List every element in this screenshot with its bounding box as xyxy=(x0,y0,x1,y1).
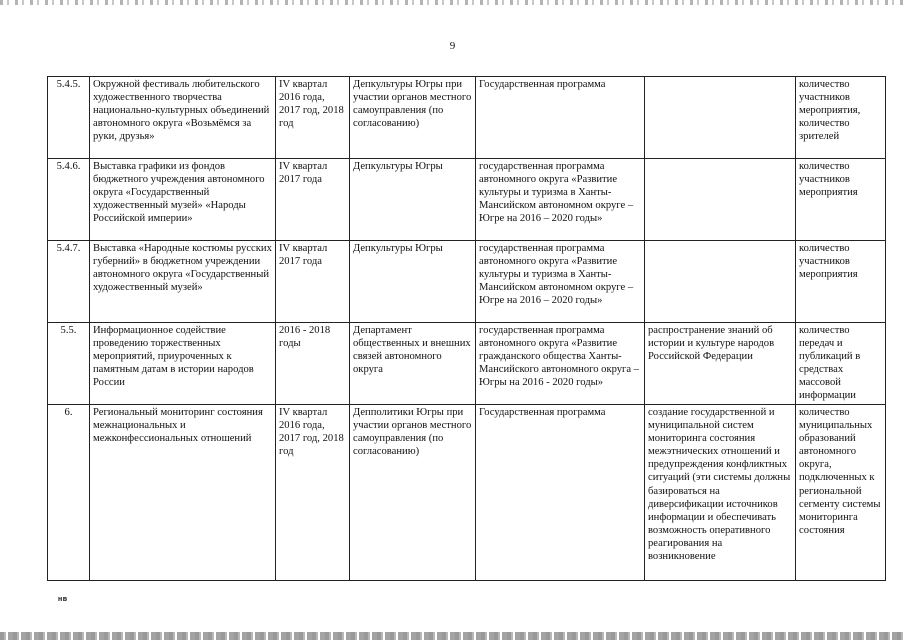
row-number: 5.4.6. xyxy=(48,159,90,241)
row-number: 5.5. xyxy=(48,323,90,405)
source-cell: государственная программа автономного округа «Развитие культуры и туризма в Ханты-Мансийском автономном округе – Югре на 2016 – 2020 годы» xyxy=(476,159,645,241)
row-number: 6. xyxy=(48,405,90,581)
page-number: 9 xyxy=(449,40,456,52)
source-cell: государственная программа автономного округа «Развитие гражданского общества Ханты-Мансийского автономного округа – Югры на 2016 - 2020 годы» xyxy=(476,323,645,405)
period-cell: IV квартал 2016 года, 2017 год, 2018 год xyxy=(276,77,350,159)
indicator-cell: количество участников мероприятия xyxy=(796,241,886,323)
event-cell: Выставка графики из фондов бюджетного учреждения автономного округа «Государственный художественный музей» «Народы Российской империи» xyxy=(90,159,276,241)
event-cell: Выставка «Народные костюмы русских губерний» в бюджетном учреждении автономного округа «Государственный художественный музей» xyxy=(90,241,276,323)
period-cell: IV квартал 2016 года, 2017 год, 2018 год xyxy=(276,405,350,581)
source-cell: Государственная программа xyxy=(476,77,645,159)
period-cell: 2016 - 2018 годы xyxy=(276,323,350,405)
table-row xyxy=(48,77,886,159)
scan-bottom-edge xyxy=(0,632,905,640)
event-cell: Окружной фестиваль любительского художественного творчества национально-культурных объединений автономного округа «Возьмёмся за руки, друзья» xyxy=(90,77,276,159)
event-cell: Региональный мониторинг состояния межнациональных и межконфессиональных отношений xyxy=(90,405,276,581)
indicator-cell: количество участников мероприятия xyxy=(796,159,886,241)
scan-top-edge xyxy=(0,0,905,5)
executor-cell: Депкультуры Югры при участии органов местного самоуправления (по согласованию) xyxy=(350,77,476,159)
indicator-cell: количество муниципальных образований автономного округа, подключенных к региональной сегменту системы мониторинга состояния xyxy=(796,405,886,581)
table-row xyxy=(48,405,886,581)
row-number: 5.4.7. xyxy=(48,241,90,323)
executor-cell: Депкультуры Югры xyxy=(350,241,476,323)
executor-cell: Депполитики Югры при участии органов местного самоуправления (по согласованию) xyxy=(350,405,476,581)
table-row xyxy=(48,241,886,323)
executor-cell: Департамент общественных и внешних связей автономного округа xyxy=(350,323,476,405)
source-cell: Государственная программа xyxy=(476,405,645,581)
event-cell: Информационное содействие проведению торжественных мероприятий, приуроченных к памятным датам в истории народов России xyxy=(90,323,276,405)
result-cell xyxy=(645,77,796,159)
row-number: 5.4.5. xyxy=(48,77,90,159)
executor-cell: Депкультуры Югры xyxy=(350,159,476,241)
result-cell xyxy=(645,159,796,241)
indicator-cell: количество передач и публикаций в средствах массовой информации xyxy=(796,323,886,405)
result-cell xyxy=(645,241,796,323)
source-cell: государственная программа автономного округа «Развитие культуры и туризма в Ханты-Мансийском автономном округе – Югре на 2016 – 2020 годы» xyxy=(476,241,645,323)
measures-table xyxy=(47,76,886,581)
result-cell: распространение знаний об истории и культуре народов Российской Федерации xyxy=(645,323,796,405)
result-cell: создание государственной и муниципальной систем мониторинга состояния межэтнических отношений и предупреждения конфликтных ситуаций (эти системы должны базироваться на диверсификации источников информации и обеспечивать возможность оперативного реагирования на возникновение xyxy=(645,405,796,581)
period-cell: IV квартал 2017 года xyxy=(276,241,350,323)
period-cell: IV квартал 2017 года xyxy=(276,159,350,241)
table-row xyxy=(48,159,886,241)
footer-initials: нв xyxy=(58,596,68,603)
indicator-cell: количество участников мероприятия, количество зрителей xyxy=(796,77,886,159)
table-row xyxy=(48,323,886,405)
